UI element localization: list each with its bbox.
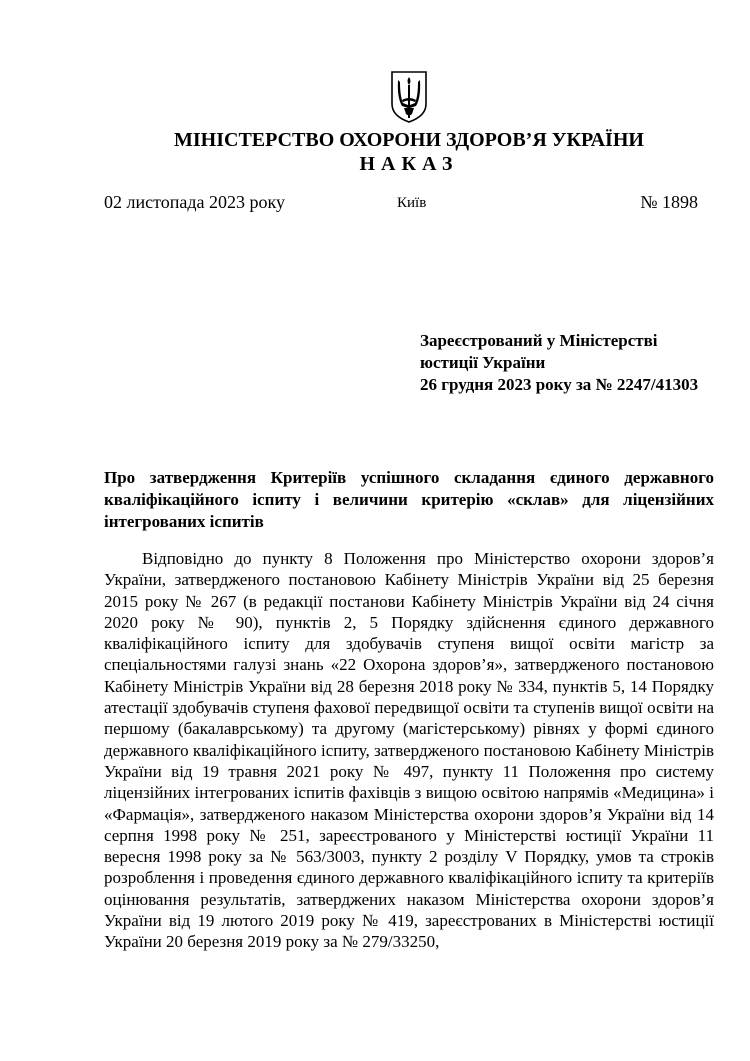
registration-line: 26 грудня 2023 року за № 2247/41303 — [420, 375, 699, 394]
registration-line: Зареєстрований у Міністерстві — [420, 331, 658, 350]
ukraine-trident-emblem-icon — [389, 70, 429, 124]
ministry-title: МІНІСТЕРСТВО ОХОРОНИ ЗДОРОВ’Я УКРАЇНИ — [174, 129, 644, 151]
order-city: Київ — [397, 195, 427, 211]
order-date: 02 листопада 2023 року — [104, 192, 285, 212]
registration-line: юстиції України — [420, 353, 546, 372]
registration-block — [420, 330, 740, 396]
order-subject: Про затвердження Критеріїв успішного складання єдиного державного кваліфікаційного іспиту і величини критерію «склав» для ліцензійних інтегрованих іспитів — [104, 468, 714, 531]
order-body-paragraph: Відповідно до пункту 8 Положення про Міністерство охорони здоров’я України, затвердженого постановою Кабінету Міністрів України від 25 березня 2015 року № 267 (в редакції постанови Кабінету Міністрів України від 24 січня 2020 року № 90), пунктів 2, 5 Порядку здійснення єдиного державного кваліфікаційного іспиту для здобувачів ступеня вищої освіти магістр за спеціальностями галузі знань «22 Охорона здоров’я», затвердженого постановою Кабінету Міністрів України від 28 березня 2018 року № 334, пунктів 5, 14 Порядку атестації здобувачів ступеня фахової передвищої освіти та ступенів вищої освіти на першому (бакалаврському) та другому (магістерському) рівнях у формі єдиного державного кваліфікаційного іспиту, затвердженого постановою Кабінету Міністрів України від 19 травня 2021 року № 497, пункту 11 Положення про систему ліцензійних інтегрованих іспитів фахівців з вищою освітою напрямів «Медицина» і «Фармація», затвердженого наказом Міністерства охорони здоров’я України від 14 серпня 1998 року № 251, зареєстрованого у Міністерстві юстиції України 11 вересня 1998 року за № 563/3003, пункту 2 розділу V Порядку, умов та строків розроблення і проведення єдиного державного кваліфікаційного іспиту та критеріїв оцінювання результатів, затверджених наказом Міністерства охорони здоров’я України від 19 лютого 2019 року № 419, зареєстрованих в Міністерстві юстиції України 20 березня 2019 року за № 279/33250, — [104, 549, 714, 952]
order-number: № 1898 — [640, 192, 698, 212]
document-type: НАКАЗ — [359, 153, 459, 175]
